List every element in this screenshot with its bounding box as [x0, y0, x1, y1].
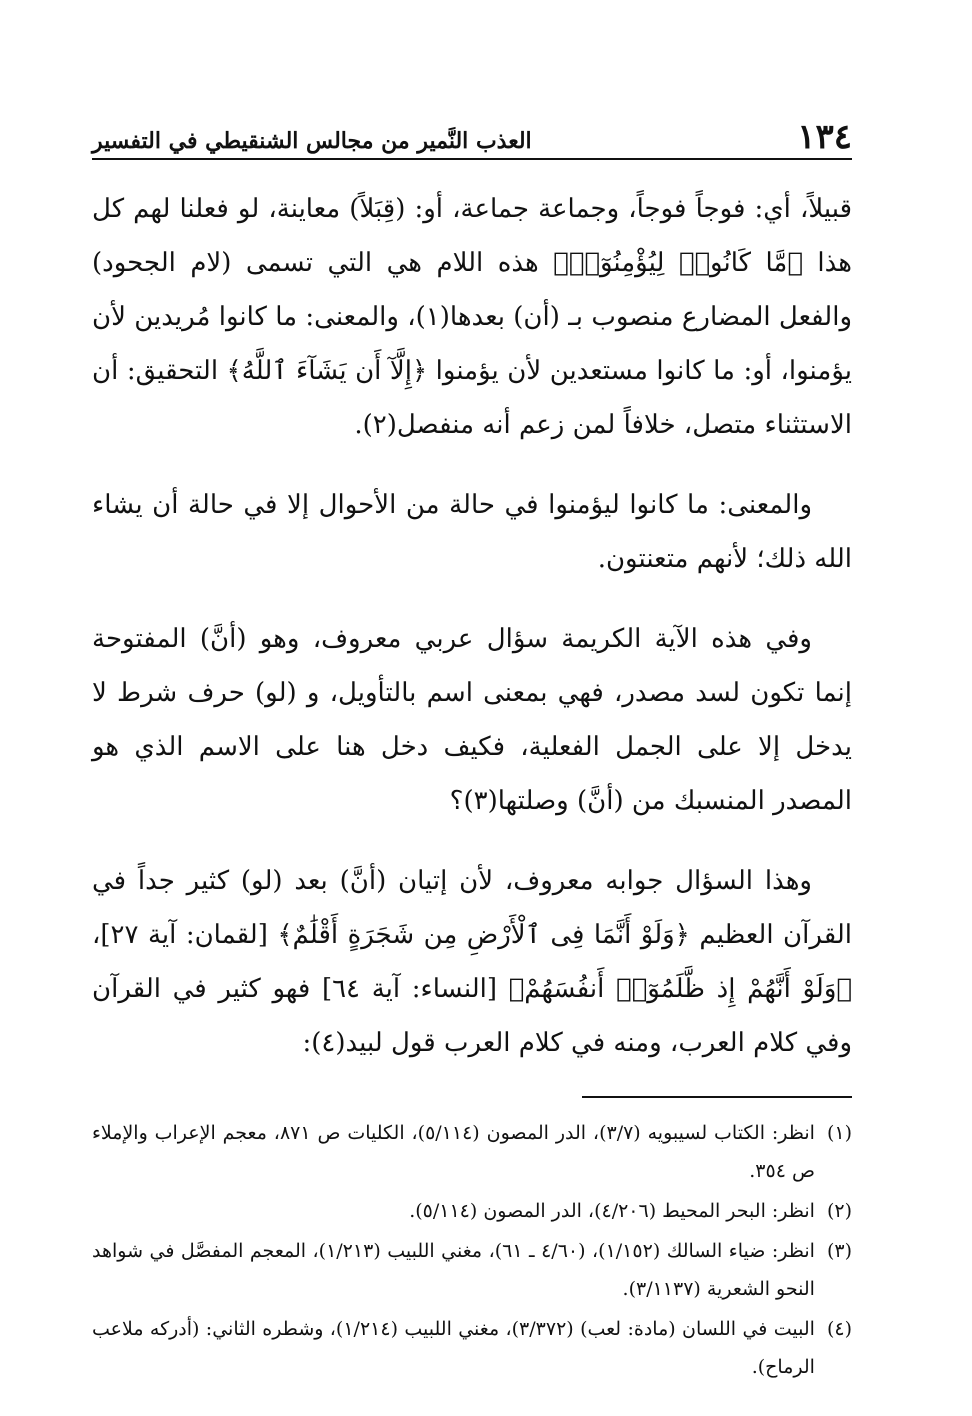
page-number: ١٣٤ — [797, 117, 852, 157]
footnote-4 — [92, 1310, 852, 1386]
footnote-separator — [582, 1096, 852, 1098]
page-body — [92, 182, 852, 1070]
footnote-number: (٣) — [826, 1240, 852, 1262]
paragraph-1: قبيلاً، أي: فوجاً فوجاً، وجماعة جماعة، أو: (قِبَلاً) معاينة، لو فعلنا لهم كل هذا ﴿مَّا كَانُوا۟ لِيُؤْمِنُوٓا۟﴾ هذه اللام هي التي تسمى (لام الجحود) والفعل المضارع منصوب بـ (أن) بعدها(١)، والمعنى: ما كانوا مُريدين لأن يؤمنوا، أو: ما كانوا مستعدين لأن يؤمنوا ﴿إِلَّآ أَن يَشَآءَ ٱللَّهُ﴾ التحقيق: أن الاستثناء متصل، خلافاً لمن زعم أنه منفصل(٢). — [92, 194, 853, 440]
page-header — [92, 100, 852, 160]
book-page — [92, 100, 852, 1390]
footnotes — [92, 1114, 852, 1386]
footnote-text: انظر: الكتاب لسيبويه (٣/٧)، الدر المصون (٥/١١٤)، الكليات ص ٨٧١، معجم الإعراب والإملاء ص ٣٥٤. — [92, 1122, 815, 1182]
footnote-text: انظر: البحر المحيط (٤/٢٠٦)، الدر المصون (٥/١١٤). — [409, 1200, 815, 1222]
paragraph-3: وفي هذه الآية الكريمة سؤال عربي معروف، وهو (أنَّ) المفتوحة إنما تكون لسد مصدر، فهي بمعنى اسم بالتأويل، و (لو) حرف شرط لا يدخل إلا على الجمل الفعلية، فكيف دخل هنا على الاسم الذي هو المصدر المنسبك من (أنَّ) وصلتها(٣)؟ — [92, 624, 852, 816]
paragraph-2: والمعنى: ما كانوا ليؤمنوا في حالة من الأحوال إلا في حالة أن يشاء الله ذلك؛ لأنهم متعنتون. — [92, 490, 852, 574]
footnote-2 — [92, 1192, 852, 1230]
footnote-3 — [92, 1232, 852, 1308]
footnote-text: انظر: ضياء السالك (١/١٥٢)، (٤/٦٠ ـ ٦١)، مغني اللبيب (١/٢١٣)، المعجم المفصَّل في شواهد النحو الشعرية (٣/١١٣٧). — [92, 1240, 815, 1300]
paragraph-4: وهذا السؤال جوابه معروف، لأن إتيان (أنَّ) بعد (لو) كثير جداً في القرآن العظيم ﴿وَلَوْ أَنَّمَا فِى ٱلْأَرْضِ مِن شَجَرَةٍ أَقْلَٰمٌ﴾ [لقمان: آية ٢٧]، ﴿وَلَوْ أَنَّهُمْ إِذ ظَّلَمُوٓا۟ أَنفُسَهُمْ﴾ [النساء: آية ٦٤] فهو كثير في القرآن وفي كلام العرب، ومنه في كلام العرب قول لبيد(٤): — [92, 866, 852, 1058]
footnote-number: (٤) — [826, 1318, 852, 1340]
running-title: العذب النَّمير من مجالس الشنقيطي في التفسير — [92, 127, 532, 154]
footnote-1 — [92, 1114, 852, 1190]
footnote-number: (٢) — [826, 1200, 852, 1222]
footnote-text: البيت في اللسان (مادة: لعب) (٣/٣٧٢)، مغني اللبيب (١/٢١٤)، وشطره الثاني: (أدركه ملاعب الرماح). — [92, 1318, 815, 1378]
footnote-number: (١) — [826, 1122, 852, 1144]
